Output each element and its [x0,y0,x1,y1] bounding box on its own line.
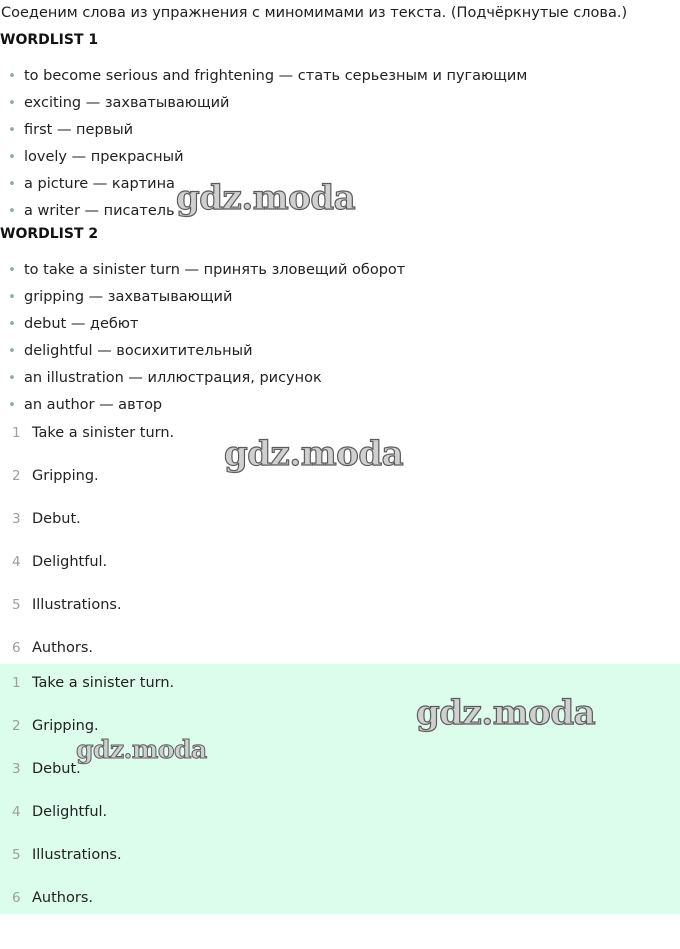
bullet-icon: • [8,317,16,332]
wordlist-2-heading: WORDLIST 2 [0,226,99,242]
item-number: 2 [12,468,21,484]
bullet-icon: • [8,290,16,305]
bullet-icon: • [8,177,16,192]
item-number: 2 [12,718,21,734]
answer-text: Authors. [32,890,93,906]
list-item: • debut — дебют [0,311,405,338]
item-number: 3 [12,761,21,777]
answer-text: Illustrations. [32,847,122,863]
list-item: • delightful — восихитительный [0,338,405,365]
item-number: 5 [12,847,21,863]
item-number: 1 [12,675,21,691]
answer-text: Take a sinister turn. [32,425,175,441]
watermark: gdz.moda [176,178,356,218]
bullet-icon: • [8,344,16,359]
bullet-icon: • [8,371,16,386]
list-item: • gripping — захватывающий [0,284,405,311]
list-item: • an author — автор [0,392,405,419]
answer-text: Delightful. [32,554,108,570]
answer-text: Take a sinister turn. [32,675,175,691]
bullet-icon: • [8,96,16,111]
wordlist-2 [0,257,405,419]
bullet-icon: • [8,150,16,165]
list-item: • exciting — захватывающий [0,90,527,117]
answer-text: Debut. [32,511,81,527]
watermark: gdz.moda [416,693,596,733]
bullet-icon: • [8,263,16,278]
list-item: • to become serious and frightening — стать серьезным и пугающим [0,63,527,90]
list-item: • a writer — писатель [0,198,527,225]
item-number: 4 [12,554,21,570]
bullet-icon: • [8,123,16,138]
item-number: 4 [12,804,21,820]
list-item: • lovely — прекрасный [0,144,527,171]
bullet-icon: • [8,398,16,413]
list-item: • an illustration — иллюстрация, рисунок [0,365,405,392]
wordlist-1-heading: WORDLIST 1 [0,32,99,48]
list-item: • first — первый [0,117,527,144]
watermark: gdz.moda [76,735,207,764]
item-number: 3 [12,511,21,527]
item-number: 6 [12,890,21,906]
watermark: gdz.moda [224,434,404,474]
bullet-icon: • [8,204,16,219]
answer-text: Delightful. [32,804,108,820]
answer-text: Authors. [32,640,93,656]
list-item: • a picture — картина [0,171,527,198]
item-number: 5 [12,597,21,613]
item-number: 1 [12,425,21,441]
intro-text: Соеденим слова из упражнения с миномимами из текста. (Подчёркнутые слова.) [1,5,628,21]
answer-text: Debut. [32,761,81,777]
bullet-icon: • [8,69,16,84]
answer-text: Illustrations. [32,597,122,613]
list-item: • to take a sinister turn — принять зловещий оборот [0,257,405,284]
answer-text: Gripping. [32,718,99,734]
answer-text: Gripping. [32,468,99,484]
item-number: 6 [12,640,21,656]
